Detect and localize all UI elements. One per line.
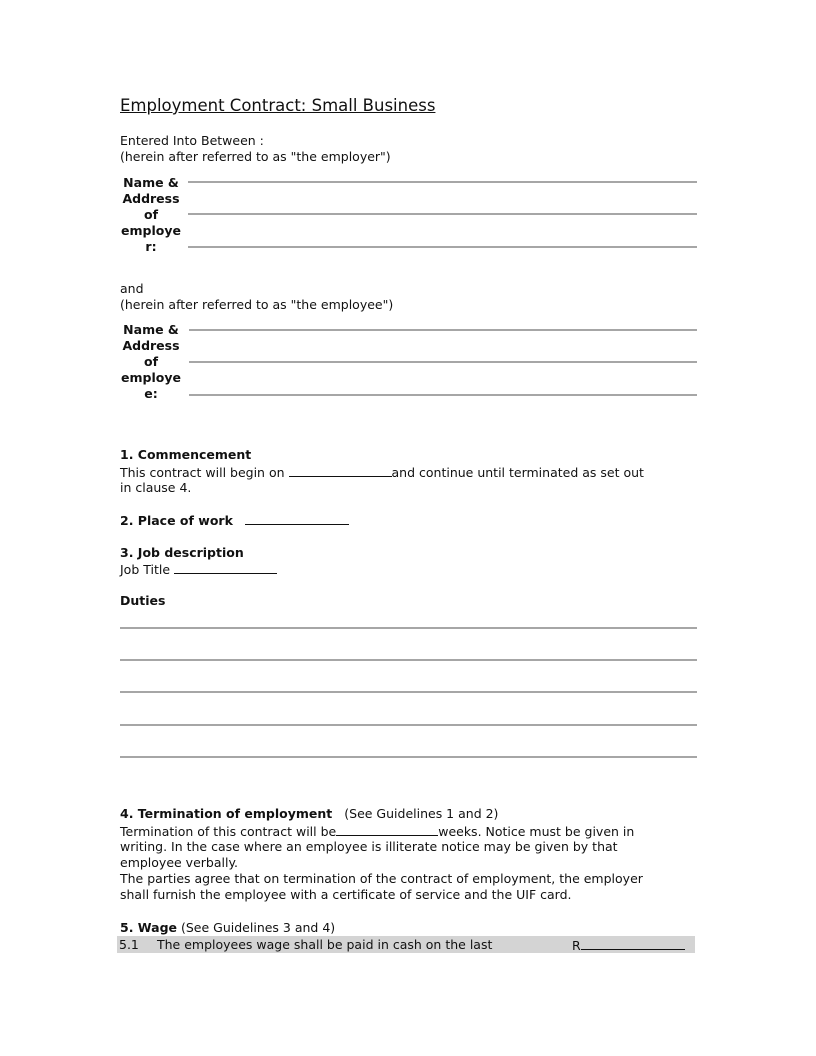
entered-into-text: Entered Into Between : xyxy=(120,133,264,148)
start-date-blank[interactable] xyxy=(289,464,392,477)
employee-ref-text: (herein after referred to as "the employee") xyxy=(120,297,394,312)
place-of-work-row xyxy=(120,512,349,529)
wage-currency-label: R xyxy=(572,938,581,953)
termination-guidelines: (See Guidelines 1 and 2) xyxy=(344,806,499,821)
place-of-work-heading: 2. Place of work xyxy=(120,513,233,528)
duties-line-5[interactable] xyxy=(120,756,697,758)
duties-heading: Duties xyxy=(120,593,166,608)
employee-line-1[interactable] xyxy=(189,329,697,331)
wage-guidelines: (See Guidelines 3 and 4) xyxy=(181,920,336,935)
termination-text-a: Termination of this contract will be xyxy=(120,824,337,839)
commencement-text-b: and continue until terminated as set out xyxy=(391,465,644,480)
notice-weeks-blank[interactable] xyxy=(336,823,438,836)
termination-line-5: shall furnish the employee with a certificate of service and the UIF card. xyxy=(120,887,572,902)
wage-heading: 5. Wage xyxy=(120,920,178,935)
duties-line-2[interactable] xyxy=(120,659,697,661)
wage-amount-row xyxy=(572,937,685,954)
termination-heading: 4. Termination of employment xyxy=(120,806,333,821)
employer-line-2[interactable] xyxy=(188,213,697,215)
employer-ref-text: (herein after referred to as "the employer") xyxy=(120,149,391,164)
wage-clause-number: 5.1 xyxy=(119,937,139,952)
employer-line-1[interactable] xyxy=(188,181,697,183)
employer-name-address-label: Name & Address of employe r: xyxy=(121,175,181,254)
job-title-label: Job Title xyxy=(120,562,171,577)
employer-line-3[interactable] xyxy=(188,246,697,248)
termination-line-1 xyxy=(120,823,634,840)
place-of-work-blank[interactable] xyxy=(245,512,349,525)
and-text: and xyxy=(120,281,144,296)
employee-line-2[interactable] xyxy=(189,361,697,363)
job-title-row xyxy=(120,561,277,578)
duties-line-4[interactable] xyxy=(120,724,697,726)
wage-clause-text: The employees wage shall be paid in cash on the last xyxy=(157,937,493,952)
wage-amount-blank[interactable] xyxy=(581,937,685,950)
termination-line-4: The parties agree that on termination of the contract of employment, the employer xyxy=(120,871,643,886)
commencement-text-a: This contract will begin on xyxy=(120,465,285,480)
document-title: Employment Contract: Small Business xyxy=(120,96,436,115)
termination-line-3: employee verbally. xyxy=(120,855,239,870)
termination-line-2: writing. In the case where an employee is illiterate notice may be given by that xyxy=(120,839,618,854)
commencement-line-1 xyxy=(120,464,644,481)
commencement-line-2: in clause 4. xyxy=(120,480,192,495)
employee-line-3[interactable] xyxy=(189,394,697,396)
employee-name-address-label: Name & Address of employe e: xyxy=(121,322,181,401)
job-description-heading: 3. Job description xyxy=(120,545,244,560)
duties-line-1[interactable] xyxy=(120,627,697,629)
termination-heading-row xyxy=(120,806,498,822)
wage-heading-row xyxy=(120,920,335,936)
commencement-heading: 1. Commencement xyxy=(120,447,252,462)
termination-text-b: weeks. Notice must be given in xyxy=(438,824,635,839)
duties-line-3[interactable] xyxy=(120,691,697,693)
job-title-blank[interactable] xyxy=(174,561,277,574)
